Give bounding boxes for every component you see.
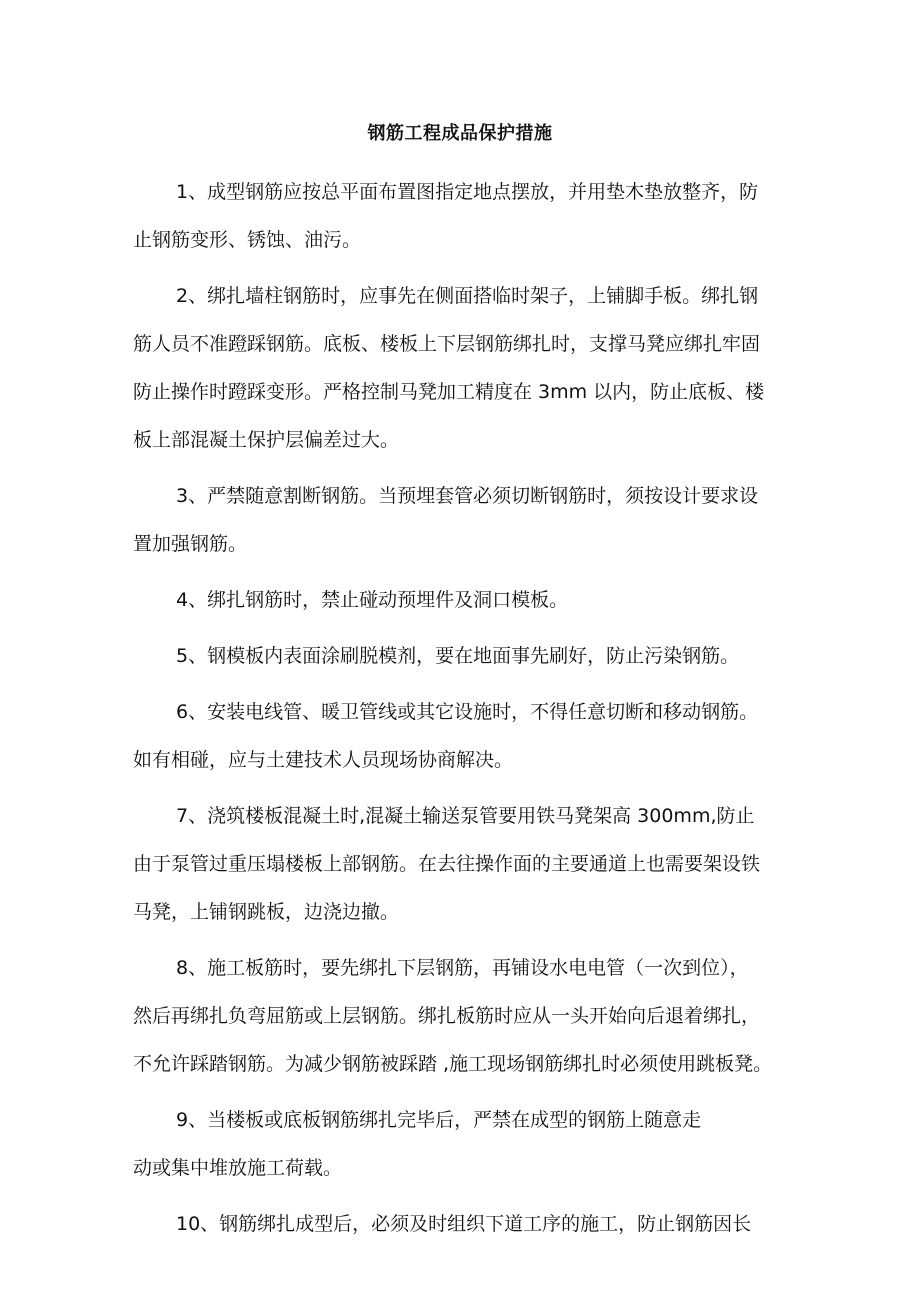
paragraph-line: 7、浇筑楼板混凝土时,混凝土输送泵管要用铁马凳架高 300mm,防止	[176, 805, 755, 827]
paragraph-7	[133, 792, 803, 936]
paragraph-10	[133, 1200, 803, 1248]
paragraph-line: 板上部混凝土保护层偏差过大。	[133, 429, 400, 451]
paragraph-line: 4、绑扎钢筋时，禁止碰动预埋件及洞口模板。	[176, 589, 569, 611]
paragraph-4	[133, 576, 803, 624]
paragraph-line: 置加强钢筋。	[133, 533, 248, 555]
paragraph-line: 然后再绑扎负弯屈筋或上层钢筋。绑扎板筋时应从一头开始向后退着绑扎，	[133, 1005, 761, 1027]
paragraph-line: 动或集中堆放施工荷载。	[133, 1157, 343, 1179]
paragraph-line: 3、严禁随意割断钢筋。当预埋套管必须切断钢筋时，须按设计要求设	[176, 485, 759, 507]
paragraph-line: 2、绑扎墙柱钢筋时，应事先在侧面搭临时架子，上铺脚手板。绑扎钢	[176, 285, 759, 307]
document-body	[133, 168, 803, 1256]
paragraph-1	[133, 168, 803, 264]
paragraph-line: 1、成型钢筋应按总平面布置图指定地点摆放，并用垫木垫放整齐，防	[176, 181, 759, 203]
paragraph-6	[133, 688, 803, 784]
paragraph-line: 9、当楼板或底板钢筋绑扎完毕后，严禁在成型的钢筋上随意走	[176, 1109, 702, 1131]
paragraph-9	[133, 1096, 803, 1192]
paragraph-2	[133, 272, 803, 464]
paragraph-3	[133, 472, 803, 568]
paragraph-line: 防止操作时蹬踩变形。严格控制马凳加工精度在 3mm 以内，防止底板、楼	[133, 381, 765, 403]
paragraph-line: 如有相碰，应与土建技术人员现场协商解决。	[133, 749, 514, 771]
paragraph-line: 10、钢筋绑扎成型后，必须及时组织下道工序的施工，防止钢筋因长	[176, 1213, 752, 1235]
paragraph-5	[133, 632, 803, 680]
paragraph-line: 由于泵管过重压塌楼板上部钢筋。在去往操作面的主要通道上也需要架设铁	[133, 853, 761, 875]
paragraph-line: 马凳，上铺钢跳板，边浇边撤。	[133, 901, 400, 923]
paragraph-line: 筋人员不准蹬踩钢筋。底板、楼板上下层钢筋绑扎时，支撑马凳应绑扎牢固	[133, 333, 761, 355]
document-title: 钢筋工程成品保护措施	[367, 123, 553, 144]
paragraph-line: 8、施工板筋时，要先绑扎下层钢筋，再铺设水电电管（一次到位），	[176, 957, 749, 979]
paragraph-line: 止钢筋变形、锈蚀、油污。	[133, 229, 362, 251]
paragraph-line: 不允许踩踏钢筋。为减少钢筋被踩踏 ,施工现场钢筋绑扎时必须使用跳板凳。	[133, 1053, 773, 1075]
paragraph-line: 6、安装电线管、暖卫管线或其它设施时，不得任意切断和移动钢筋。	[176, 701, 759, 723]
paragraph-line: 5、钢模板内表面涂刷脱模剂，要在地面事先刷好，防止污染钢筋。	[176, 645, 740, 667]
paragraph-8	[133, 944, 803, 1088]
